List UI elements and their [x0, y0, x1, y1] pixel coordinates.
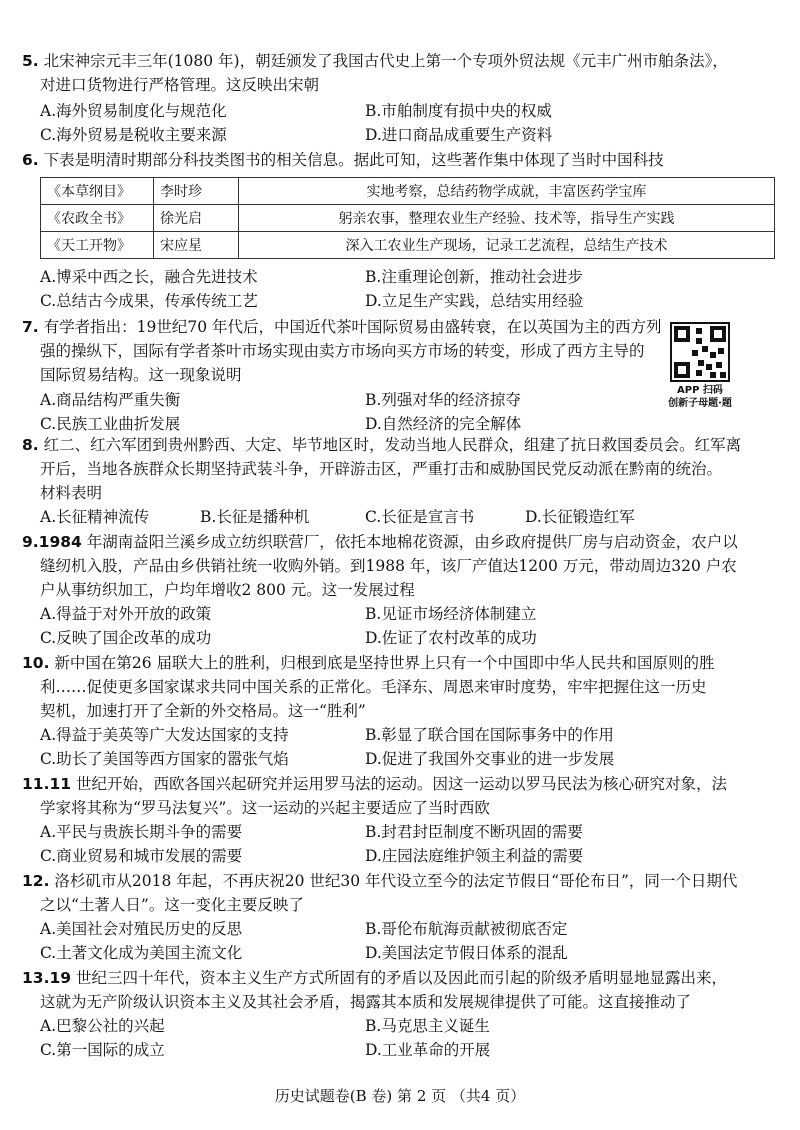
- q13-option-c[interactable]: C.第一国际的成立: [40, 1041, 165, 1059]
- q10-option-a[interactable]: A.得益于美英等广大发达国家的支持: [40, 726, 289, 744]
- q10-option-d[interactable]: D.促进了我国外交事业的进一步发展: [365, 750, 615, 768]
- q7-stem-3: 国际贸易结构。这一现象说明: [40, 366, 242, 384]
- table-cell-desc: 深入工农业生产现场，记录工艺流程，总结生产技术: [239, 232, 775, 259]
- q8-stem-3: 材料表明: [40, 484, 103, 502]
- q12-stem-2: 之以“土著人日”。这一变化主要反映了: [40, 896, 304, 914]
- q7-option-b[interactable]: B.列强对华的经济掠夺: [365, 391, 521, 409]
- q7-stem-2: 强的操纵下，国际有学者茶叶市场实现由卖方市场向买方市场的转变，形成了西方主导的: [40, 342, 645, 360]
- q11-option-d[interactable]: D.庄园法庭维护领主利益的需要: [365, 847, 584, 865]
- table-cell-author: 徐光启: [154, 205, 239, 232]
- q5-line-1: [22, 50, 728, 72]
- q6-option-c[interactable]: C.总结古今成果，传承传统工艺: [40, 292, 258, 310]
- q8-line-1: [22, 434, 741, 456]
- q9-number: 9.1984: [22, 533, 82, 551]
- q5-option-a[interactable]: A.海外贸易制度化与规范化: [40, 102, 227, 120]
- q8-option-c[interactable]: C.长征是宣言书: [365, 508, 475, 526]
- q12-option-d[interactable]: D.美国法定节假日体系的混乱: [365, 944, 568, 962]
- q8-number: 8.: [22, 436, 39, 454]
- q6-option-a[interactable]: A.博采中西之长，融合先进技术: [40, 268, 258, 286]
- q9-stem-3: 户从事纺织加工，户均年增收2 800 元。这一发展过程: [40, 581, 415, 599]
- q10-option-b[interactable]: B.彰显了联合国在国际事务中的作用: [365, 726, 614, 744]
- qr-caption-title: 创新子母题·题: [668, 398, 732, 409]
- q7-number: 7.: [22, 318, 39, 336]
- q7-option-a[interactable]: A.商品结构严重失衡: [40, 391, 181, 409]
- table-cell-book: 《农政全书》: [41, 205, 154, 232]
- q11-option-b[interactable]: B.封君封臣制度不断巩固的需要: [365, 823, 583, 841]
- q13-stem-1: 世纪三四十年代，资本主义生产方式所固有的矛盾以及因此而引起的阶级矛盾明显地显露出来，: [71, 969, 727, 987]
- q11-line-1: [22, 773, 727, 795]
- q13-number: 13.19: [22, 969, 72, 987]
- q8-option-b[interactable]: B.长征是播种机: [200, 508, 310, 526]
- q5-option-c[interactable]: C.海外贸易是税收主要来源: [40, 126, 227, 144]
- q5-option-b[interactable]: B.市舶制度有损中央的权威: [365, 102, 552, 120]
- q10-stem-1: 新中国在第26 届联大上的胜利，归根到底是坚持世界上只有一个中国即中华人民共和国原则的胜: [54, 654, 715, 672]
- q13-option-a[interactable]: A.巴黎公社的兴起: [40, 1017, 165, 1035]
- qr-caption-scan: APP 扫码: [677, 385, 723, 396]
- q13-option-d[interactable]: D.工业革命的开展: [365, 1041, 491, 1059]
- q11-number: 11.11: [22, 775, 72, 793]
- q10-stem-3: 契机，加速打开了全新的外交格局。这一“胜利”: [40, 702, 366, 720]
- q5-number: 5.: [22, 52, 39, 70]
- q6-stem-1: 下表是明清时期部分科技类图书的相关信息。据此可知，这些著作集中体现了当时中国科技: [43, 151, 664, 169]
- table-cell-book: 《本草纲目》: [41, 178, 154, 205]
- q5-stem-1: 北宋神宗元丰三年(1080 年)，朝廷颁发了我国古代史上第一个专项外贸法规《元丰广州市舶条法》，: [43, 52, 728, 70]
- q13-stem-2: 这就为无产阶级认识资本主义及其社会矛盾，揭露其本质和发展规律提供了可能。这直接推动了: [40, 993, 692, 1011]
- q12-option-b[interactable]: B.哥伦布航海贡献被彻底否定: [365, 920, 568, 938]
- table-cell-author: 宋应星: [154, 232, 239, 259]
- q10-line-1: [22, 652, 715, 674]
- table-row: [41, 205, 775, 232]
- q7-line-1: [22, 316, 662, 338]
- q6-table: [40, 177, 775, 259]
- q9-option-d[interactable]: D.佐证了农村改革的成功: [365, 629, 537, 647]
- q7-option-c[interactable]: C.民族工业曲折发展: [40, 415, 181, 433]
- q13-line-1: [22, 967, 727, 989]
- q8-option-a[interactable]: A.长征精神流传: [40, 508, 150, 526]
- q9-stem-1: 年湖南益阳兰溪乡成立纺织联营厂，依托本地棉花资源，由乡政府提供厂房与启动资金，农户以: [81, 533, 738, 551]
- q6-option-d[interactable]: D.立足生产实践，总结实用经验: [365, 292, 584, 310]
- q5-stem-2: 对进口货物进行严格管理。这反映出宋朝: [40, 76, 320, 94]
- q12-option-c[interactable]: C.土著文化成为美国主流文化: [40, 944, 243, 962]
- q11-stem-1: 世纪开始，西欧各国兴起研究并运用罗马法的运动。因这一运动以罗马民法为核心研究对象，法: [71, 775, 727, 793]
- q11-option-a[interactable]: A.平民与贵族长期斗争的需要: [40, 823, 243, 841]
- q9-option-a[interactable]: A.得益于对外开放的政策: [40, 605, 212, 623]
- table-row: [41, 178, 775, 205]
- q10-option-c[interactable]: C.助长了美国等西方国家的嚣张气焰: [40, 750, 289, 768]
- q5-option-d[interactable]: D.进口商品成重要生产资料: [365, 126, 553, 144]
- q8-stem-2: 开后，当地各族群众长期坚持武装斗争，开辟游击区，严重打击和威胁国民党反动派在黔南的统治。: [40, 460, 723, 478]
- q9-stem-2: 缝纫机入股，产品由乡供销社统一收购外销。到1988 年，该厂产值达1200 万元，带动周边320 户农: [40, 557, 737, 575]
- table-cell-author: 李时珍: [154, 178, 239, 205]
- q13-option-b[interactable]: B.马克思主义诞生: [365, 1017, 490, 1035]
- table-cell-desc: 实地考察，总结药物学成就，丰富医药学宝库: [239, 178, 775, 205]
- qr-code-icon[interactable]: [670, 322, 730, 382]
- q12-stem-1: 洛杉矶市从2018 年起，不再庆祝20 世纪30 年代设立至今的法定节假日“哥伦布日”，同一个日期代: [54, 872, 738, 890]
- q6-line-1: [22, 149, 664, 171]
- q8-option-d[interactable]: D.长征锻造红军: [525, 508, 635, 526]
- q6-number: 6.: [22, 151, 39, 169]
- q12-option-a[interactable]: A.美国社会对殖民历史的反思: [40, 920, 243, 938]
- q12-line-1: [22, 870, 737, 892]
- q9-option-b[interactable]: B.见证市场经济体制建立: [365, 605, 537, 623]
- q7-option-d[interactable]: D.自然经济的完全解体: [365, 415, 522, 433]
- q10-stem-2: 利……促使更多国家谋求共同中国关系的正常化。毛泽东、周恩来审时度势，牢牢把握住这一历史: [40, 678, 707, 696]
- q6-option-b[interactable]: B.注重理论创新，推动社会进步: [365, 268, 583, 286]
- q10-number: 10.: [22, 654, 50, 672]
- q7-stem-1: 有学者指出：19世纪70 年代后，中国近代茶叶国际贸易由盛转衰，在以英国为主的西方列: [43, 318, 662, 336]
- table-row: [41, 232, 775, 259]
- table-cell-desc: 躬亲农事，整理农业生产经验、技术等，指导生产实践: [239, 205, 775, 232]
- table-cell-book: 《天工开物》: [41, 232, 154, 259]
- q8-stem-1: 红二、红六军团到贵州黔西、大定、毕节地区时，发动当地人民群众，组建了抗日救国委员会。红军离: [43, 436, 742, 454]
- q12-number: 12.: [22, 872, 50, 890]
- q11-option-c[interactable]: C.商业贸易和城市发展的需要: [40, 847, 243, 865]
- q9-line-1: [22, 531, 738, 553]
- q11-stem-2: 学家将其称为“罗马法复兴”。这一运动的兴起主要适应了当时西欧: [40, 799, 490, 817]
- page-footer: 历史试题卷(B 卷) 第 2 页 （共4 页）: [274, 1087, 526, 1105]
- q9-option-c[interactable]: C.反映了国企改革的成功: [40, 629, 212, 647]
